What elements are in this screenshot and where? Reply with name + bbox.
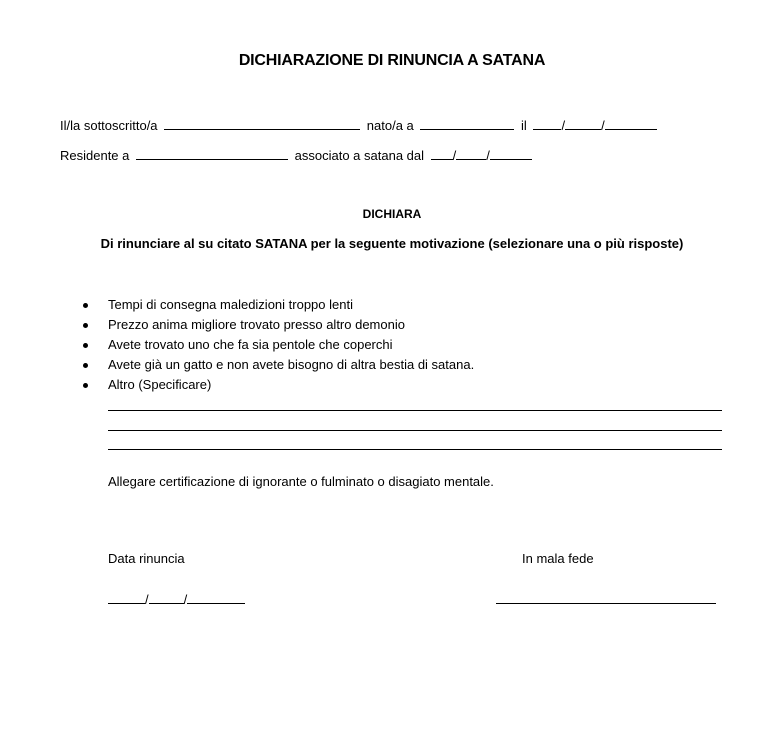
reason-item[interactable] — [78, 336, 474, 356]
personal-info-row — [60, 117, 657, 133]
declares-heading: DICHIARA — [362, 207, 422, 221]
date-label: Data rinuncia — [108, 551, 185, 566]
reason-text: Avete già un gatto e non avete bisogno di altra bestia di satana. — [108, 357, 475, 372]
residence-row — [60, 147, 532, 163]
birth-year-field[interactable] — [605, 117, 657, 130]
reason-item[interactable] — [78, 376, 474, 396]
birth-day-field[interactable] — [533, 117, 561, 130]
declares-text: Di rinunciare al su citato SATANA per la seguente motivazione (selezionare una o più risposte) — [100, 236, 684, 251]
birthdate-label: il — [521, 118, 527, 133]
birthplace-label: nato/a a — [366, 118, 414, 133]
reason-text: Tempi di consegna maledizioni troppo lenti — [108, 297, 353, 312]
signature-field[interactable] — [496, 603, 716, 604]
reason-text: Prezzo anima migliore trovato presso altro demonio — [108, 317, 405, 332]
associated-day-field[interactable] — [431, 147, 453, 160]
reason-text: Altro (Specificare) — [108, 377, 212, 392]
bullet-icon — [83, 343, 88, 348]
name-label: Il/la sottoscritto/a — [60, 118, 158, 133]
renunciation-year-field[interactable] — [187, 591, 245, 604]
bullet-icon — [83, 323, 88, 328]
birth-month-field[interactable] — [565, 117, 601, 130]
renunciation-day-field[interactable] — [108, 591, 145, 604]
associated-label: associato a satana dal — [294, 148, 425, 163]
attachment-note: Allegare certificazione di ignorante o fulminato o disagiato mentale. — [108, 474, 494, 489]
reason-text: Avete trovato uno che fa sia pentole che coperchi — [108, 337, 393, 352]
residence-field[interactable] — [136, 147, 288, 160]
bullet-icon — [83, 383, 88, 388]
residence-label: Residente a — [60, 148, 130, 163]
specify-line-1[interactable] — [108, 410, 722, 411]
bullet-icon — [83, 303, 88, 308]
document-title: DICHIARAZIONE DI RINUNCIA A SATANA — [238, 52, 546, 69]
specify-line-2[interactable] — [108, 430, 722, 431]
specify-line-3[interactable] — [108, 449, 722, 450]
renunciation-date — [108, 591, 245, 607]
name-field[interactable] — [164, 117, 360, 130]
renunciation-month-field[interactable] — [149, 591, 184, 604]
signature-label: In mala fede — [522, 551, 594, 566]
reason-item[interactable] — [78, 316, 474, 336]
reason-item[interactable] — [78, 296, 474, 316]
reason-item[interactable] — [78, 356, 474, 376]
date-separator: / — [183, 592, 188, 607]
reasons-list — [78, 296, 474, 396]
date-separator: / — [486, 148, 490, 163]
associated-month-field[interactable] — [456, 147, 486, 160]
date-separator: / — [452, 148, 457, 163]
date-separator: / — [601, 118, 605, 133]
date-separator: / — [561, 118, 566, 133]
birthplace-field[interactable] — [420, 117, 514, 130]
associated-year-field[interactable] — [490, 147, 532, 160]
bullet-icon — [83, 363, 88, 368]
date-separator: / — [145, 592, 149, 607]
